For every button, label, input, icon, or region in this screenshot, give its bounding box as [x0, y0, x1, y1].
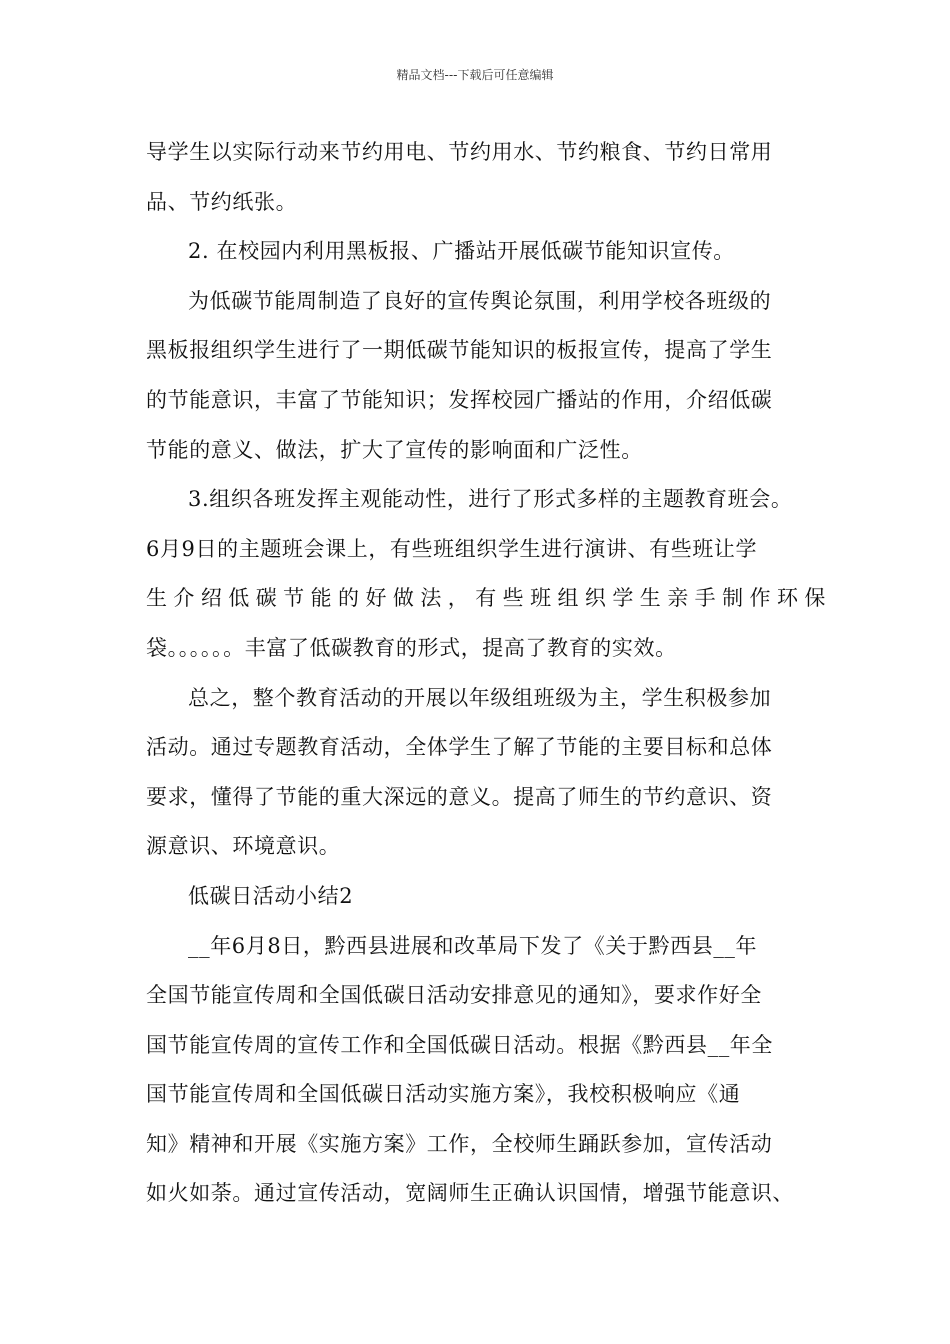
text-line: 黑板报组织学生进行了一期低碳节能知识的板报宣传，提高了学生 — [146, 338, 773, 363]
text-line: 生介绍低碳节能的好做法，有些班组织学生亲手制作环保 — [146, 586, 826, 611]
text-line: 要求，懂得了节能的重大深远的意义。提高了师生的节约意识、资 — [146, 784, 773, 809]
text-line: 的节能意识，丰富了节能知识；发挥校园广播站的作用，介绍低碳 — [146, 387, 773, 412]
document-body — [146, 128, 826, 1219]
text-line: __年6月8日，黔西县进展和改革局下发了《关于黔西县__年 — [188, 933, 758, 958]
page-header: 精品文档---下载后可任意编辑 — [396, 68, 554, 82]
text-line: 总之，整个教育活动的开展以年级组班级为主，学生积极参加 — [188, 685, 772, 710]
text-line: 活动。通过专题教育活动，全体学生了解了节能的主要目标和总体 — [146, 735, 773, 760]
text-line: 全国节能宣传周和全国低碳日活动安排意见的通知》，要求作好全 — [146, 983, 762, 1008]
text-line: 知》精神和开展《实施方案》工作，全校师生踊跃参加，宣传活动 — [146, 1131, 773, 1156]
text-line: 品、节约纸张。 — [146, 189, 298, 214]
text-line: 袋。。。。。。丰富了低碳教育的形式，提高了教育的实效。 — [146, 635, 677, 660]
text-line: 国节能宣传周的宣传工作和全国低碳日活动。根据《黔西县__年全 — [146, 1032, 773, 1057]
text-line: 为低碳节能周制造了良好的宣传舆论氛围，利用学校各班级的 — [188, 288, 772, 313]
text-line: 导学生以实际行动来节约用电、节约用水、节约粮食、节约日常用 — [146, 140, 773, 164]
section-title: 低碳日活动小结2 — [188, 883, 354, 908]
numbered-heading: 2. 在校园内利用黑板报、广播站开展低碳节能知识宣传。 — [188, 239, 735, 264]
text-line: 节能的意义、做法，扩大了宣传的影响面和广泛性。 — [146, 437, 643, 462]
text-line: 6月9日的主题班会课上，有些班组织学生进行演讲、有些班让学 — [146, 536, 758, 561]
text-line: 如火如荼。通过宣传活动，宽阔师生正确认识国情，增强节能意识、 — [146, 1181, 794, 1206]
text-line: 源意识、环境意识。 — [146, 834, 341, 859]
numbered-heading: 3.组织各班发挥主观能动性，进行了形式多样的主题教育班会。 — [188, 487, 793, 512]
text-line: 国节能宣传周和全国低碳日活动实施方案》，我校积极响应《通 — [146, 1082, 741, 1107]
